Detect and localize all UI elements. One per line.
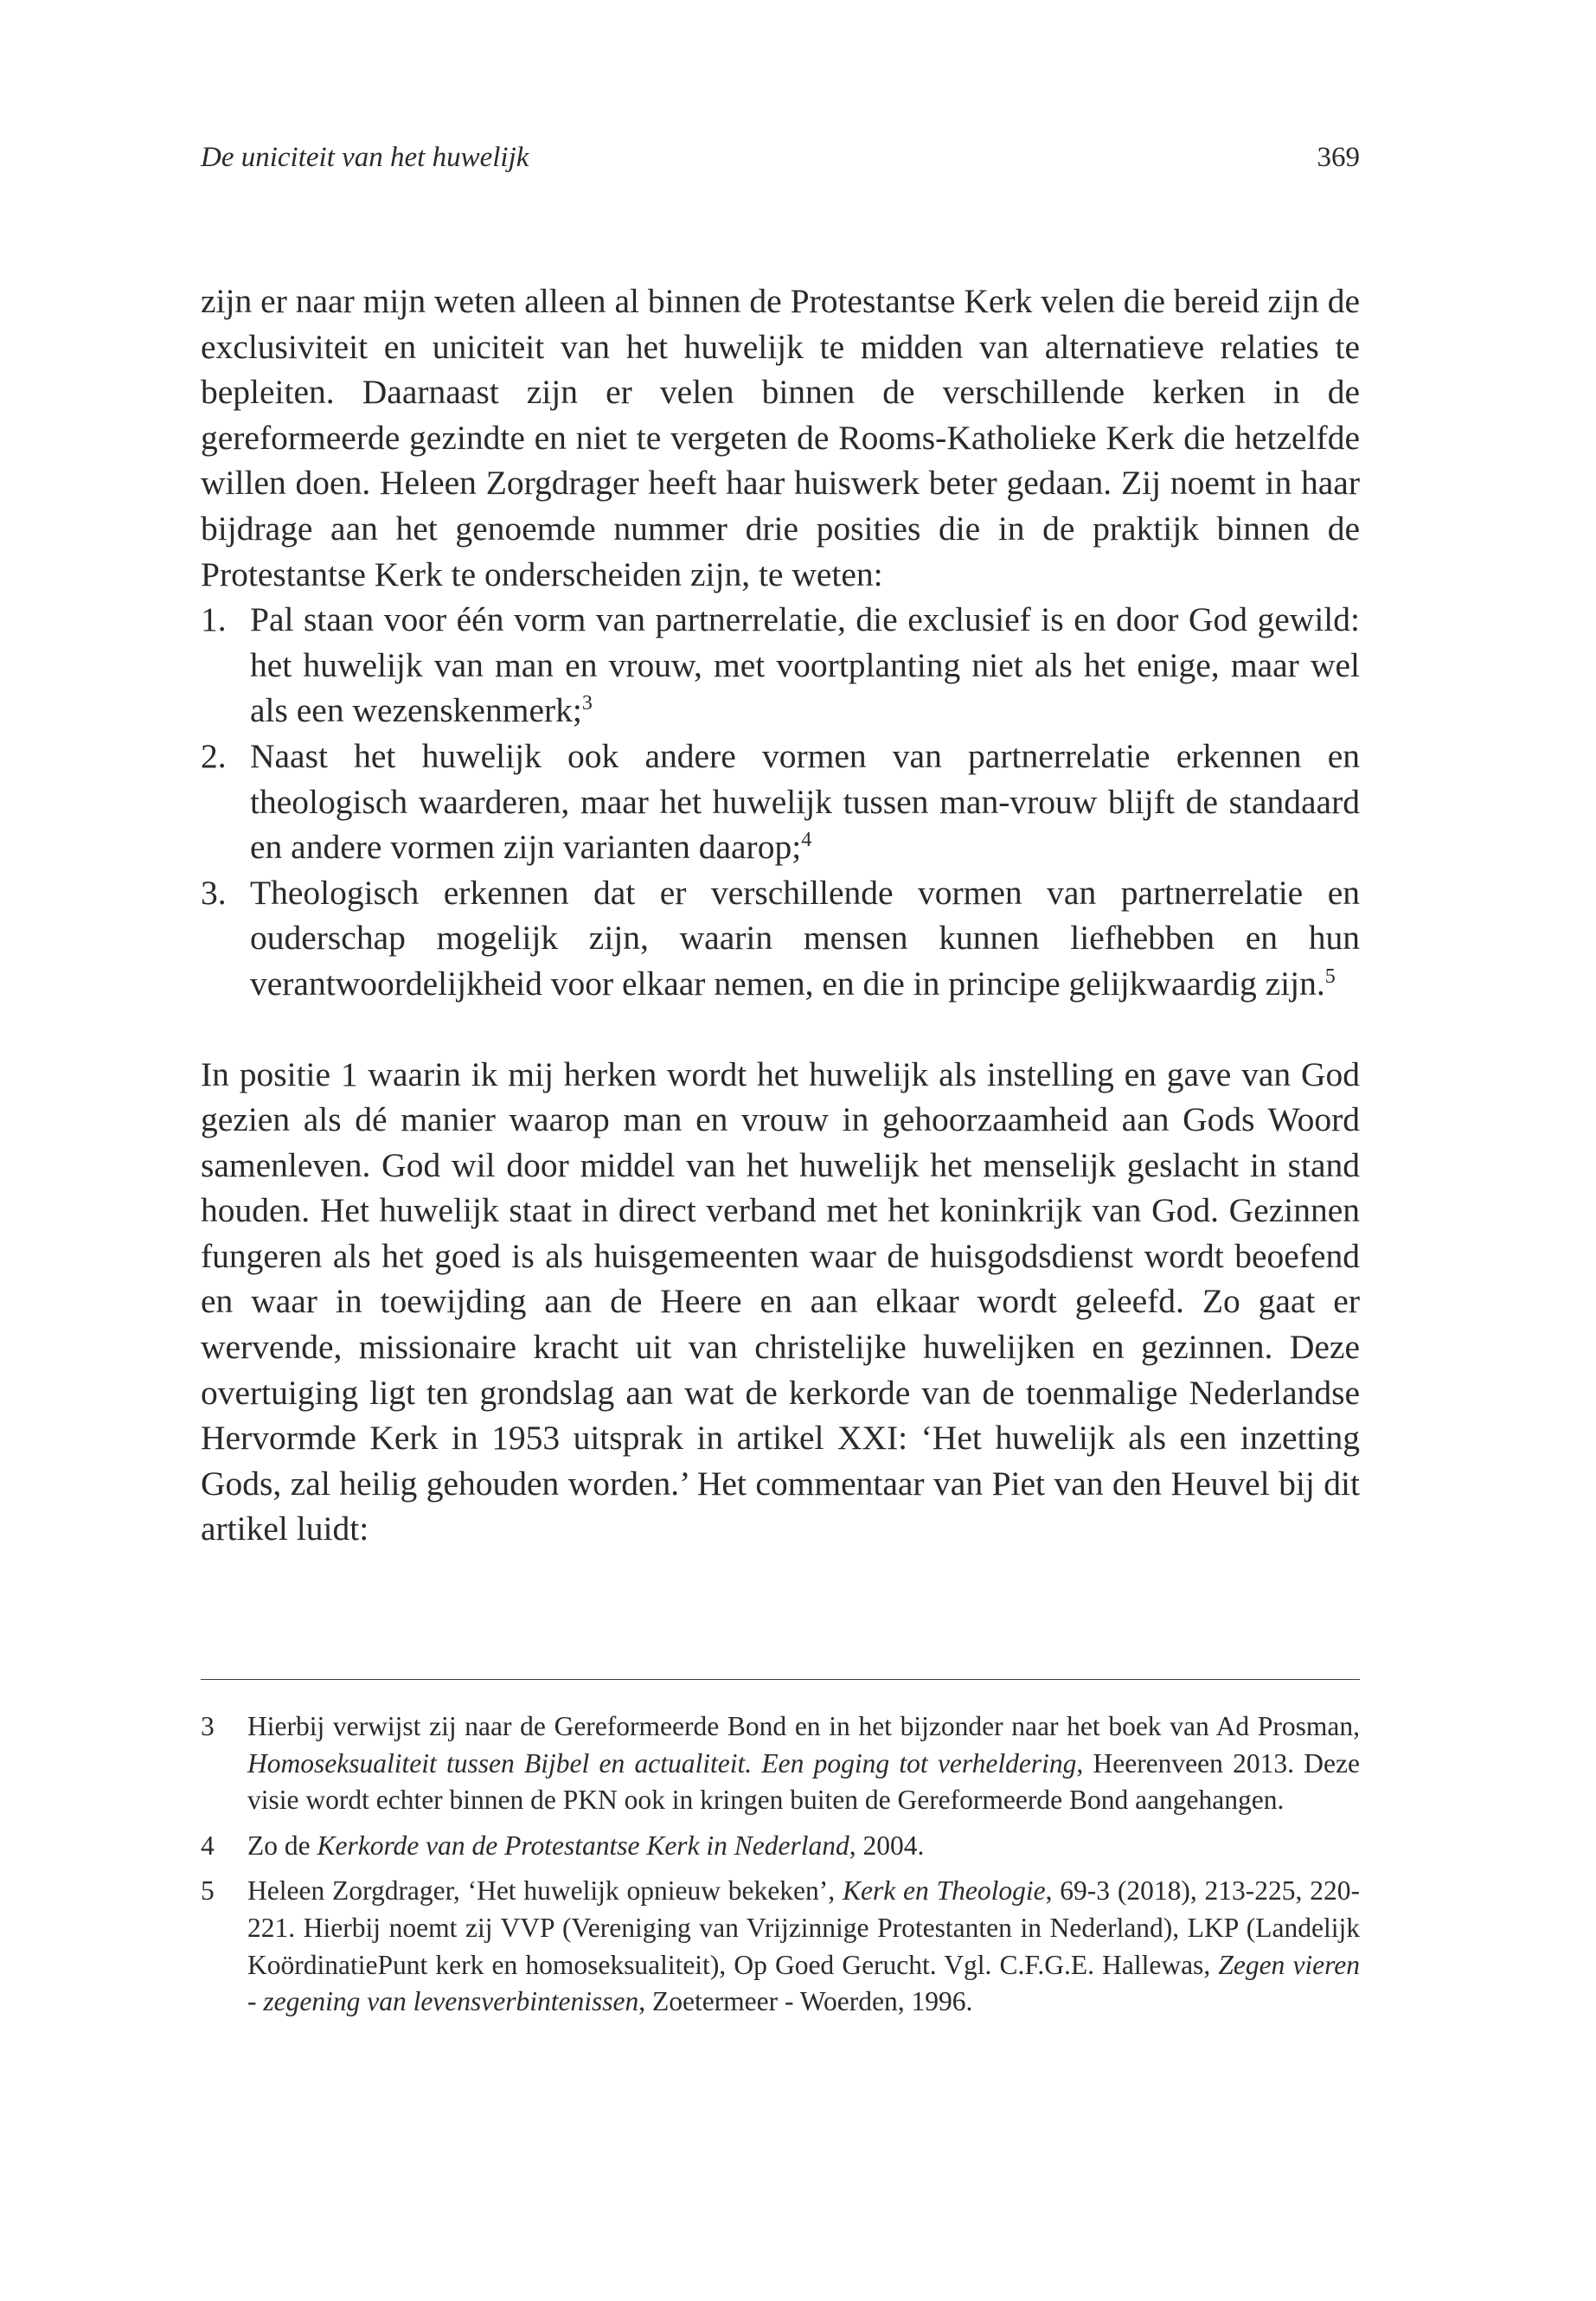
running-head (201, 138, 1360, 176)
position-item-2 (201, 734, 1360, 870)
list-marker: 1. (201, 600, 227, 639)
body-text (201, 279, 1360, 1552)
footnote-ref[interactable]: 5 (1324, 965, 1336, 988)
footnote-ref[interactable]: 4 (801, 829, 812, 852)
page-number: 369 (1317, 142, 1360, 173)
footnote-text: , 69-3 (2018), 213-225, 220-221. Hierbij noemt zij VVP (Vereniging van Vrijzinnige Protestanten in Nederland), LKP (Landelijk KoördinatiePunt kerk en homoseksualiteit), Op Goed Gerucht. Vgl. C.F.G.E. Hallewas, (247, 1875, 1360, 1980)
footnote-divider (201, 1679, 1360, 1680)
footnote-text: Heleen Zorgdrager, ‘Het huwelijk opnieuw bekeken’, (247, 1875, 843, 1907)
footnotes (201, 1708, 1360, 2029)
footnote-4 (201, 1828, 1360, 1865)
journal-title: Kerk en Theologie (842, 1875, 1046, 1907)
intro-paragraph: zijn er naar mijn weten alleen al binnen de Protestantse Kerk velen die bereid zijn de exclusiviteit en uniciteit van het huwelijk te midden van alternatieve relaties te bepleiten. Daarnaast zijn er velen binnen de verschillende kerken in de gereformeerde gezindte en niet te vergeten de Rooms-Katholieke Kerk die hetzelfde willen doen. Heleen Zorgdrager heeft haar huiswerk beter gedaan. Zij noemt in haar bijdrage aan het genoemde nummer drie posities die in de praktijk binnen de Protestantse Kerk te onderscheiden zijn, te weten: (201, 282, 1360, 593)
positions-list (201, 597, 1360, 1006)
list-marker: 3. (201, 873, 227, 912)
footnote-text: Hierbij verwijst zij naar de Gereformeerde Bond en in het bijzonder naar het boek van Ad Prosman, (247, 1711, 1360, 1741)
list-marker: 2. (201, 736, 227, 775)
book-title: Homoseksualiteit tussen Bijbel en actualiteit. Een poging tot verheldering (247, 1747, 1077, 1779)
paragraph-gap (201, 1007, 1360, 1052)
footnote-5 (201, 1873, 1360, 2020)
footnote-number: 5 (201, 1875, 215, 1907)
position-item-3 (201, 870, 1360, 1007)
book-title: Zegen vieren - zegening van levensverbintenissen (247, 1949, 1360, 2017)
running-head-title: De uniciteit van het huwelijk (201, 142, 529, 173)
footnote-3 (201, 1708, 1360, 1819)
position-text: Pal staan voor één vorm van partnerrelatie, die exclusief is en door God gewild: het huwelijk van man en vrouw, met voortplanting niet als het enige, maar wel als een wezenskenmerk; (250, 600, 1360, 730)
footnote-ref[interactable]: 3 (581, 692, 593, 715)
footnote-text: , Zoetermeer - Woerden, 1996. (638, 1986, 973, 2017)
position-text: Theologisch erkennen dat er verschillende vormen van partnerrelatie en ouderschap mogelijk zijn, waarin mensen kunnen liefhebben en hun verantwoordelijkheid voor elkaar nemen, en die in principe gelijkwaardig zijn. (250, 873, 1360, 1003)
main-paragraph: In positie 1 waarin ik mij herken wordt het huwelijk als instelling en gave van God gezien als dé manier waarop man en vrouw in gehoorzaamheid aan Gods Woord samenleven. God wil door middel van het huwelijk het menselijk geslacht in stand houden. Het huwelijk staat in direct verband met het koninkrijk van God. Gezinnen fungeren als het goed is als huisgemeenten waar de huisgodsdienst wordt beoefend en waar in toewijding aan de Heere en aan elkaar wordt geleefd. Zo gaat er wervende, missionaire kracht uit van christelijke huwelijken en gezinnen. Deze overtuiging ligt ten grondslag aan wat de kerkorde van de toenmalige Nederlandse Hervormde Kerk in 1953 uitsprak in artikel XXI: ‘Het huwelijk als een inzetting Gods, zal heilig gehouden worden.’ Het commentaar van Piet van den Heuvel bij dit artikel luidt: (201, 1054, 1360, 1548)
footnote-text: , Heerenveen 2013. Deze visie wordt echter binnen de PKN ook in kringen buiten de Gereformeerde Bond aangehangen. (247, 1747, 1360, 1816)
footnote-text: , 2004. (849, 1830, 925, 1861)
position-text: Naast het huwelijk ook andere vormen van partnerrelatie erkennen en theologisch waarderen, maar het huwelijk tussen man-vrouw blijft de standaard en andere vormen zijn varianten daarop; (250, 736, 1360, 867)
footnote-number: 3 (201, 1711, 215, 1741)
footnote-text: Zo de (247, 1830, 317, 1861)
position-item-1 (201, 597, 1360, 734)
book-title: Kerkorde van de Protestantse Kerk in Nederland (317, 1830, 849, 1861)
footnote-number: 4 (201, 1830, 215, 1861)
